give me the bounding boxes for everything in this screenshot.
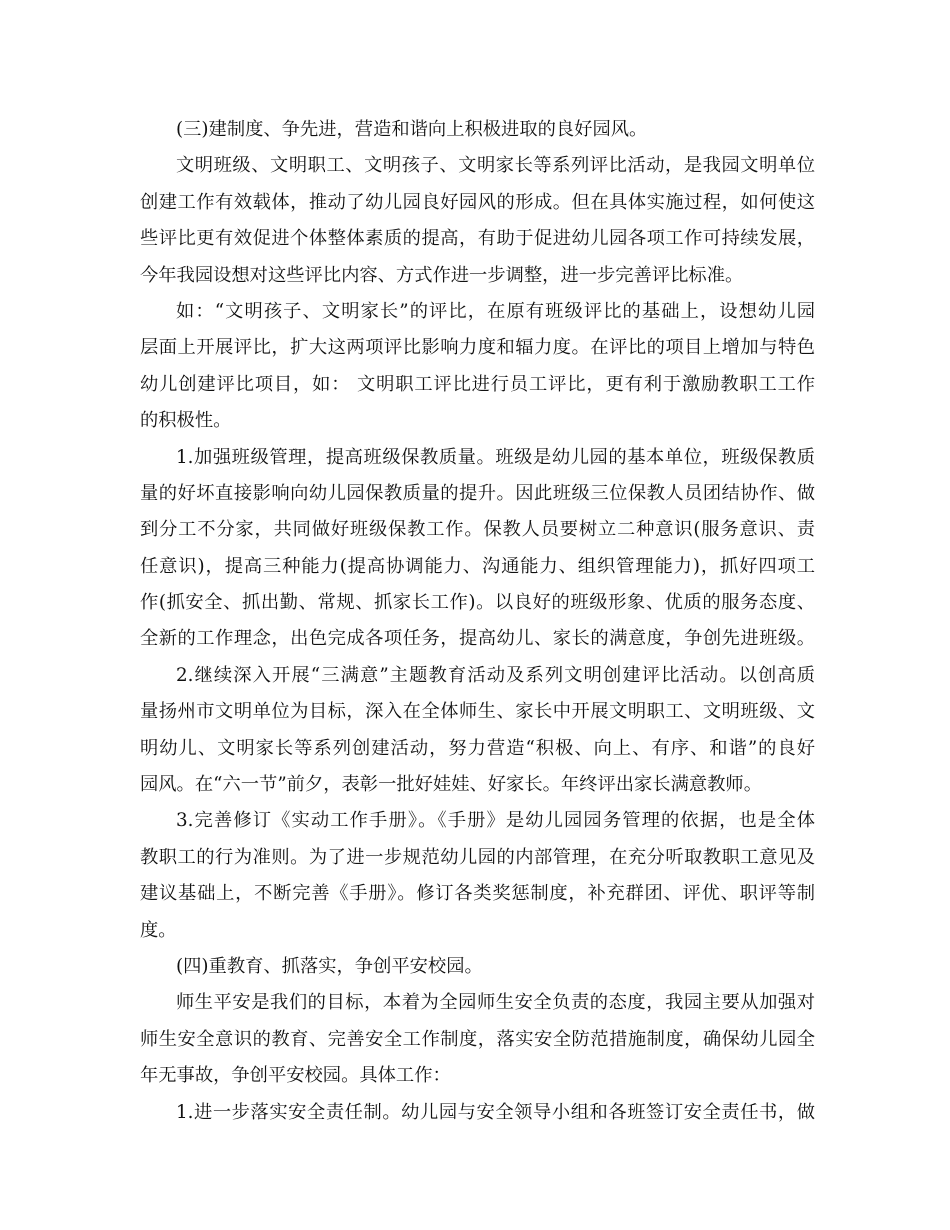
list-item-line: 全新的工作理念，出色完成各项任务，提高幼儿、家长的满意度，争创先进班级。 bbox=[140, 628, 815, 650]
paragraph-line: 年无事故，争创平安校园。具体工作： bbox=[140, 1065, 451, 1087]
list-item-line: 园风。在“六一节”前夕，表彰一批好娃娃、好家长。年终评出家长满意教师。 bbox=[140, 774, 762, 796]
paragraph-line: 的积极性。 bbox=[140, 410, 232, 432]
list-item-line: 量扬州市文明单位为目标，深入在全体师生、家长中开展文明职工、文明班级、文 bbox=[140, 701, 815, 723]
list-item-line: 到分工不分家，共同做好班级保教工作。保教人员要树立二种意识(服务意识、责 bbox=[140, 519, 815, 541]
list-item-line: 教职工的行为准则。为了进一步规范幼儿园的内部管理，在充分听取教职工意见及 bbox=[140, 846, 815, 868]
paragraph-line: 些评比更有效促进个体整体素质的提高，有助于促进幼儿园各项工作可持续发展， bbox=[140, 228, 815, 250]
paragraph-line: 师生平安是我们的目标，本着为全园师生安全负责的态度，我园主要从加强对 bbox=[176, 992, 815, 1014]
list-item-line: 明幼儿、文明家长等系列创建活动，努力营造“积极、向上、有序、和谐”的良好 bbox=[140, 737, 815, 759]
paragraph-line: 创建工作有效载体，推动了幼儿园良好园风的形成。但在具体实施过程，如何使这 bbox=[140, 191, 815, 213]
document-body bbox=[140, 112, 815, 1131]
list-item-line: 建议基础上，不断完善《手册》。修订各类奖惩制度，补充群团、评优、职评等制 bbox=[140, 883, 815, 905]
paragraph-line: 师生安全意识的教育、完善安全工作制度，落实安全防范措施制度，确保幼儿园全 bbox=[140, 1028, 815, 1050]
list-item-line: 3.完善修订《实动工作手册》。《手册》是幼儿园园务管理的依据，也是全体 bbox=[176, 810, 815, 832]
list-item-line: 量的好坏直接影响向幼儿园保教质量的提升。因此班级三位保教人员团结协作、做 bbox=[140, 482, 815, 504]
list-item-line: 作(抓安全、抓出勤、常规、抓家长工作)。以良好的班级形象、优质的服务态度、 bbox=[140, 592, 815, 614]
list-item-line: 1.进一步落实安全责任制。幼儿园与安全领导小组和各班签订安全责任书，做 bbox=[176, 1101, 815, 1123]
list-item-line: 度。 bbox=[140, 919, 177, 941]
paragraph-line: 如：“文明孩子、文明家长”的评比，在原有班级评比的基础上，设想幼儿园 bbox=[176, 300, 815, 322]
list-item-line: 1.加强班级管理，提高班级保教质量。班级是幼儿园的基本单位，班级保教质 bbox=[176, 446, 815, 468]
paragraph-line: 幼儿创建评比项目，如： 文明职工评比进行员工评比，更有利于激励教职工工作 bbox=[140, 373, 815, 395]
section-heading: (三)建制度、争先进，营造和谐向上积极进取的良好园风。 bbox=[176, 119, 648, 140]
paragraph-line: 层面上开展评比，扩大这两项评比影响力度和辐力度。在评比的项目上增加与特色 bbox=[140, 337, 815, 359]
paragraph-line: 今年我园设想对这些评比内容、方式作进一步调整，进一步完善评比标准。 bbox=[140, 264, 744, 286]
list-item-line: 2.继续深入开展“三满意”主题教育活动及系列文明创建评比活动。以创高质 bbox=[176, 664, 815, 686]
section-heading: (四)重教育、抓落实，争创平安校园。 bbox=[176, 955, 483, 977]
paragraph-line: 文明班级、文明职工、文明孩子、文明家长等系列评比活动，是我园文明单位 bbox=[176, 155, 815, 177]
list-item-line: 任意识)，提高三种能力(提高协调能力、沟通能力、组织管理能力)，抓好四项工 bbox=[140, 555, 815, 577]
